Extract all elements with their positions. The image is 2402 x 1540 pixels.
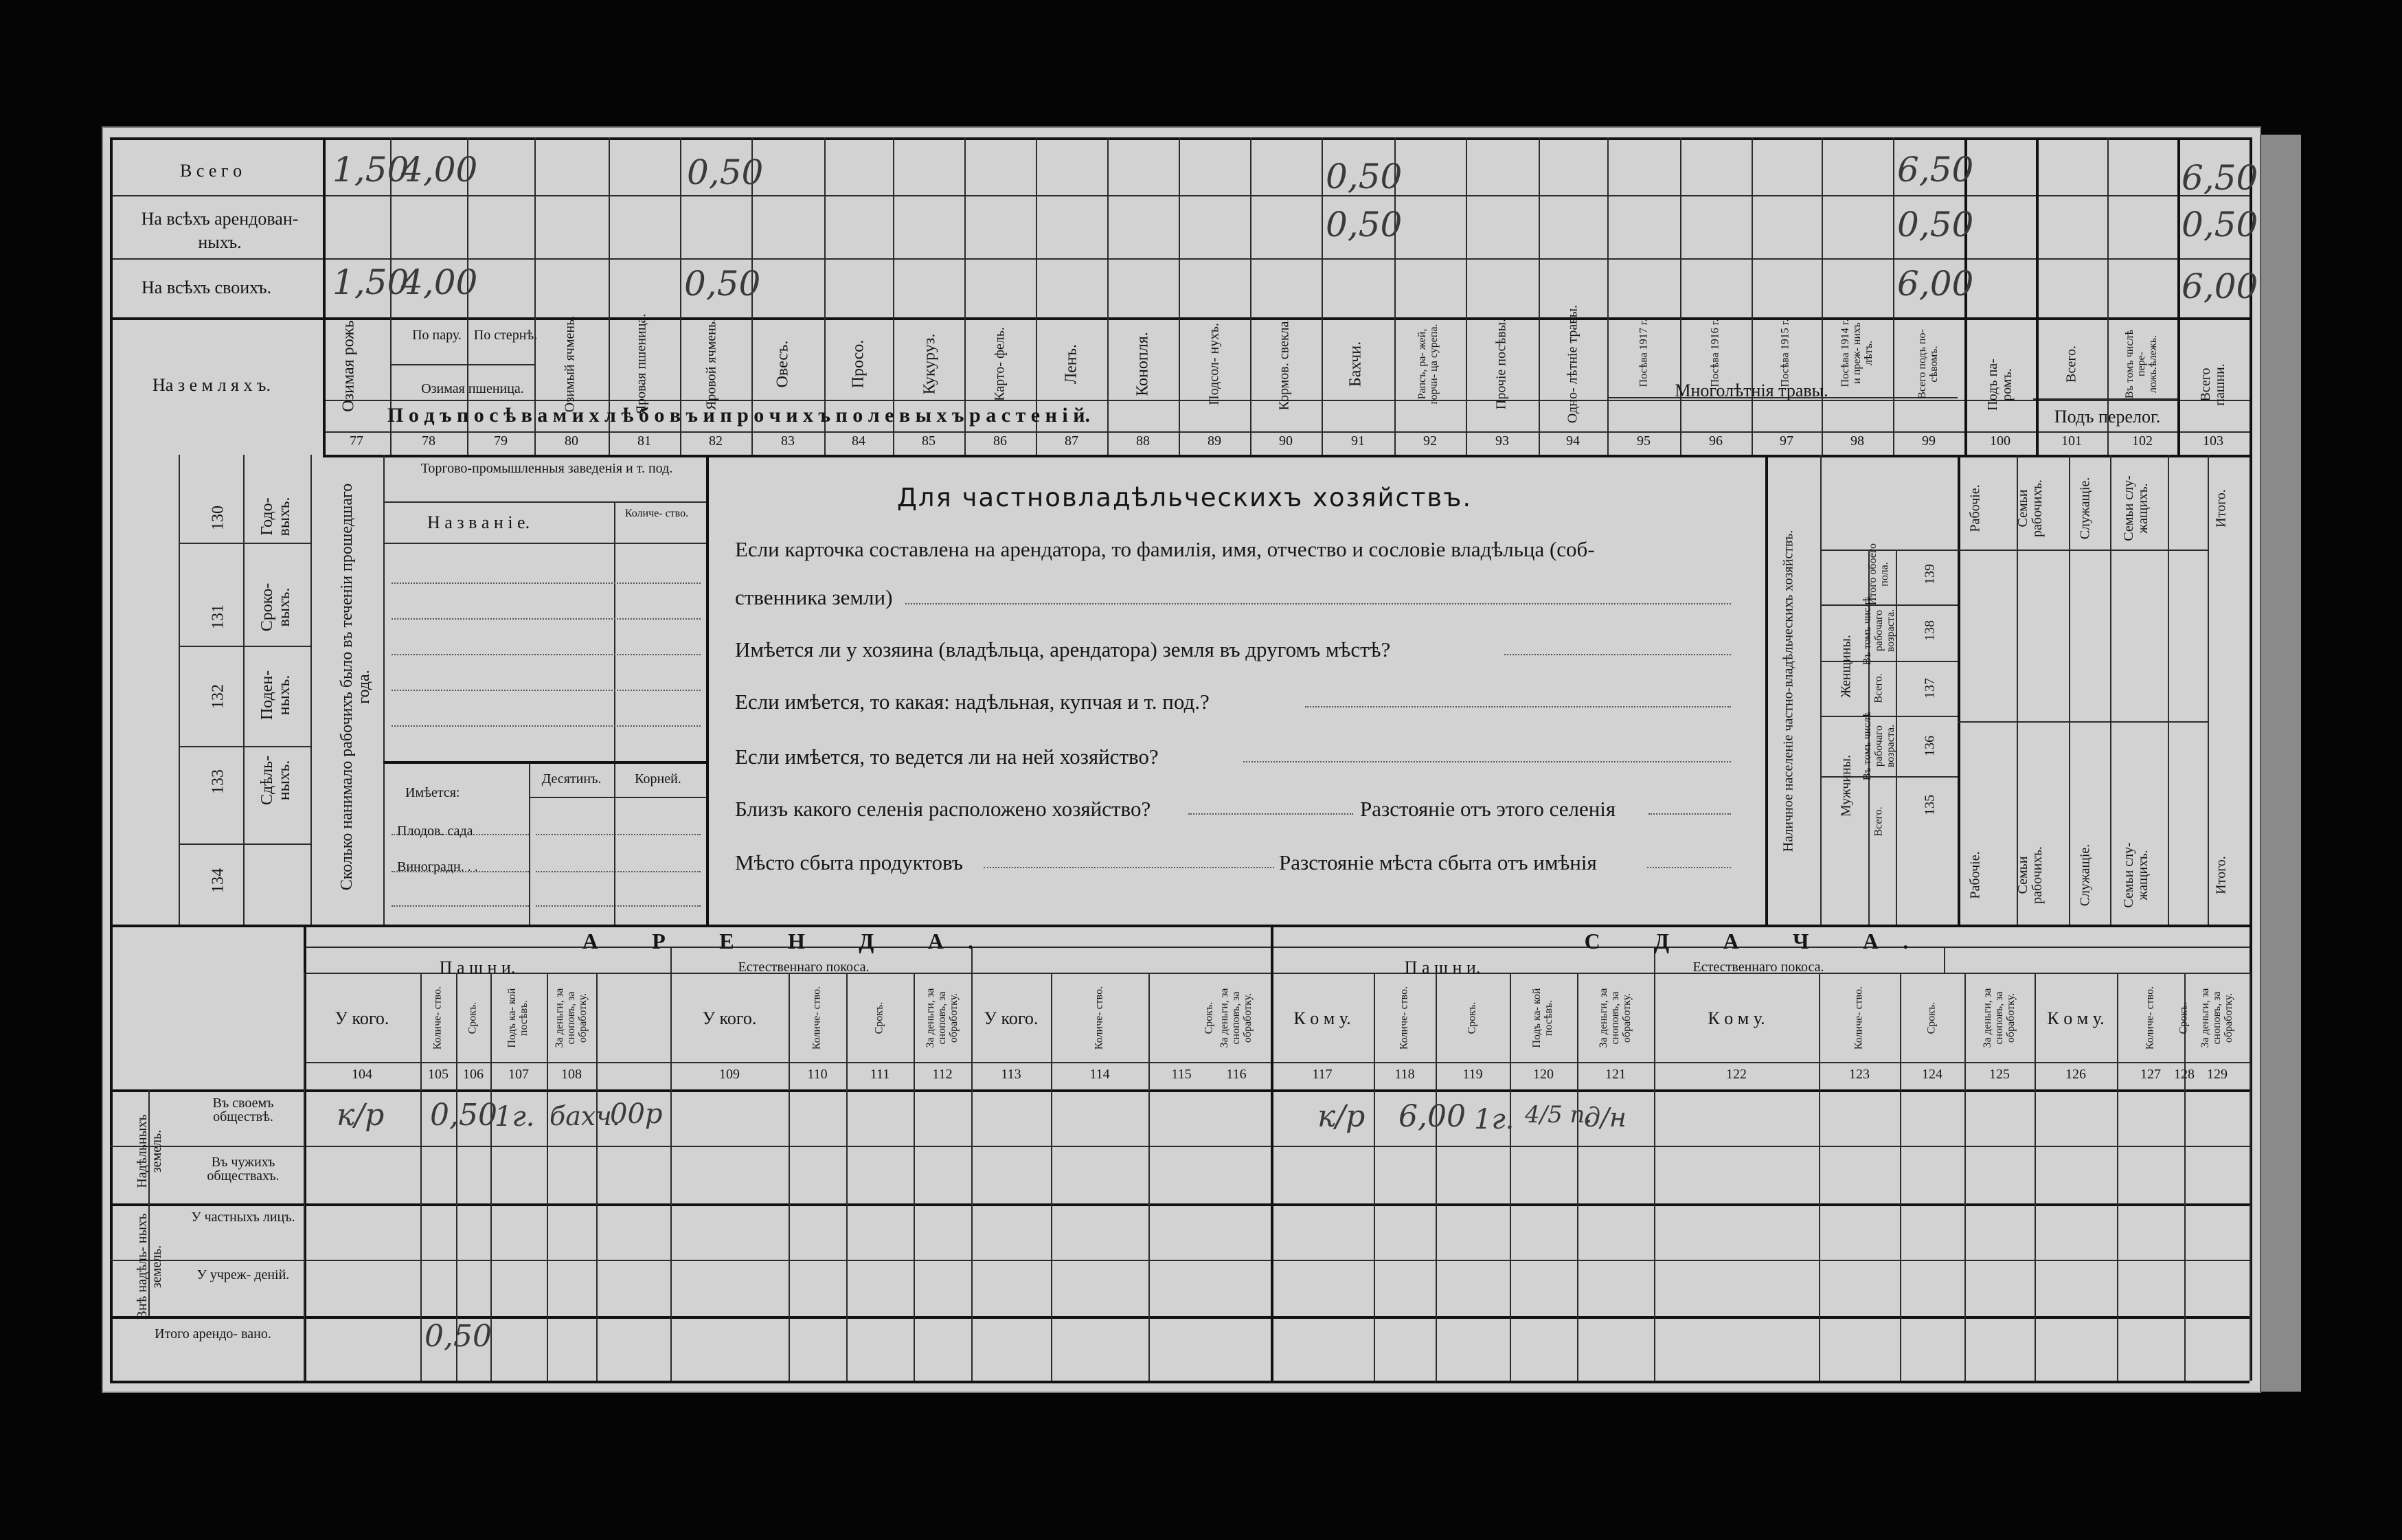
rule-v bbox=[1654, 973, 1655, 1381]
rule-v bbox=[1944, 947, 1945, 973]
rule-v bbox=[1958, 455, 1960, 925]
trade-name-col: Н а з в а н і е. bbox=[427, 512, 530, 532]
rule-v bbox=[1819, 973, 1820, 1381]
hdr-oves: Овесъ. bbox=[773, 340, 792, 388]
hdr-pod-parom: Подъ па- ромъ. bbox=[1985, 359, 2015, 411]
col-number: 82 bbox=[709, 433, 723, 449]
rule-h bbox=[110, 1260, 2250, 1261]
hdr-prochie: Прочіе посѣвы. bbox=[1493, 318, 1509, 410]
hw-u-kogo: к/р bbox=[337, 1098, 385, 1133]
bottom-col-header-komu: К о м у. bbox=[2047, 1008, 2105, 1028]
bottom-col-number: 121 bbox=[1605, 1067, 1626, 1082]
dotted-line bbox=[1647, 867, 1731, 868]
bottom-col-header-za_dengi: За деньги, за сноповъ, за обработку. bbox=[553, 988, 589, 1048]
arenda-pashni: П а ш н и. bbox=[439, 958, 516, 977]
pop-col-rabochie-b: Рабочіе. bbox=[1967, 851, 1983, 899]
bottom-col-number: 112 bbox=[932, 1067, 953, 1082]
rule-h bbox=[179, 646, 310, 647]
hdr-vsego-posev: Всего подъ по- сѣвомъ. bbox=[1916, 329, 1940, 399]
rule-h bbox=[304, 973, 2250, 974]
rule-h bbox=[1958, 721, 2208, 723]
pop-col-sluzh: Служащіе. bbox=[2077, 477, 2093, 540]
pop-rab-m: Въ томъ числѣ рабочаго возраста. bbox=[1861, 711, 1896, 781]
rule-h bbox=[110, 1203, 2250, 1206]
bottom-col-header-komu: К о м у. bbox=[1293, 1008, 1351, 1028]
hw-arend-103: 0,50 bbox=[2182, 205, 2258, 245]
col-number: 79 bbox=[494, 433, 508, 449]
dotted-line bbox=[392, 905, 529, 907]
hw-arend-91: 0,50 bbox=[1326, 205, 1403, 245]
workers-num-134: 134 bbox=[209, 868, 227, 893]
hw-svoih-77: 1,50 bbox=[332, 262, 409, 302]
rule-v bbox=[1752, 137, 1753, 455]
hdr-ozimy-yachmen: Озимый ячмень. bbox=[562, 315, 578, 413]
row-chuzhih: Въ чужихъ обществахъ. bbox=[207, 1155, 280, 1184]
bottom-col-number: 107 bbox=[508, 1067, 529, 1082]
rule-v bbox=[1510, 973, 1511, 1381]
bottom-col-header-kolichestvo: Количе- ство. bbox=[431, 986, 444, 1050]
dotted-line bbox=[1188, 813, 1353, 815]
hw-vsego-78: 4,00 bbox=[401, 150, 478, 190]
rule-h bbox=[304, 1062, 2250, 1063]
pop-col-semi-sluzh: Семьи слу- жащихъ. bbox=[2121, 475, 2151, 541]
rule-h bbox=[110, 1089, 2250, 1092]
row-svoem: Въ своемъ обществѣ. bbox=[212, 1096, 274, 1124]
row-label-arend-2: ныхъ. bbox=[198, 232, 242, 252]
bottom-col-header-kolichestvo: Количе- ство. bbox=[1093, 986, 1105, 1050]
rule-v bbox=[310, 455, 312, 925]
bottom-col-header-za_dengi: За деньги, за сноповъ, за обработку. bbox=[1218, 988, 1254, 1048]
hdr-ozimaya-pshenica: Озимая пшеница. bbox=[421, 381, 524, 396]
rule-h bbox=[1958, 550, 2208, 551]
rule-bottom bbox=[110, 1381, 2250, 1383]
bottom-col-number: 129 bbox=[2207, 1067, 2228, 1082]
rule-v bbox=[1250, 137, 1251, 455]
col-number: 93 bbox=[1495, 433, 1509, 449]
rule-h bbox=[529, 797, 706, 798]
bottom-col-number: 113 bbox=[1001, 1067, 1021, 1082]
rule-v bbox=[547, 973, 548, 1381]
bottom-col-header-kolichestvo: Количе- ство. bbox=[1398, 986, 1410, 1050]
hdr-1914: Посѣва 1914 г. и преж- нихъ лѣтъ. bbox=[1839, 319, 1874, 387]
form-q1a: Если карточка составлена на арендатора, то фамилія, имя, отчество и сословіе владѣльца (соб- bbox=[735, 537, 1595, 561]
rule-v bbox=[914, 973, 915, 1381]
rule-v bbox=[1765, 455, 1768, 925]
dotted-line bbox=[1305, 706, 1731, 707]
rule-v bbox=[1322, 137, 1323, 455]
col-number: 81 bbox=[637, 433, 651, 449]
pop-vsego-w: Всего. bbox=[1872, 673, 1885, 703]
col-number: 91 bbox=[1351, 433, 1365, 449]
pop-vsego-m: Всего. bbox=[1872, 806, 1885, 837]
trade-vinograd: Виноградн. . . bbox=[397, 859, 478, 874]
hdr-raps: Рапсъ, ра- жей, горчи- ца сурепа. bbox=[1416, 324, 1440, 405]
bottom-col-number: 125 bbox=[1989, 1067, 2010, 1082]
dotted-line bbox=[1648, 813, 1731, 815]
pop-num-139: 139 bbox=[1922, 564, 1938, 585]
rule-h bbox=[392, 364, 536, 365]
hw-vsego-99: 6,50 bbox=[1897, 150, 1974, 190]
col-number: 89 bbox=[1208, 433, 1221, 449]
pop-num-137: 137 bbox=[1922, 678, 1938, 699]
hw-svoih-103: 6,00 bbox=[2182, 267, 2258, 306]
col-number: 94 bbox=[1566, 433, 1580, 449]
trade-title: Торгово-промышленныя заведенія и т. под. bbox=[420, 461, 673, 476]
bottom-col-header-u_kogo: У кого. bbox=[335, 1008, 389, 1028]
row-label-svoih: На всѣхъ своихъ. bbox=[141, 278, 272, 297]
rule-v bbox=[1436, 973, 1437, 1381]
rule-v bbox=[2208, 455, 2209, 925]
rule-v bbox=[2168, 455, 2169, 925]
rule-v bbox=[323, 137, 326, 455]
col-number: 101 bbox=[2061, 433, 2082, 449]
bottom-col-number: 110 bbox=[807, 1067, 828, 1082]
pop-col-semi-rab-b: Семьи рабочихъ. bbox=[2015, 846, 2045, 904]
bottom-col-number: 120 bbox=[1533, 1067, 1554, 1082]
hw-itogo: 0,50 bbox=[424, 1319, 492, 1354]
hw-svoih-82: 0,50 bbox=[684, 264, 761, 304]
rule-h bbox=[383, 543, 706, 544]
col-number: 97 bbox=[1780, 433, 1793, 449]
hdr-konoplya: Конопля. bbox=[1133, 332, 1152, 396]
hw-kol2: 6,00 bbox=[1398, 1099, 1466, 1134]
rule-v bbox=[1179, 137, 1180, 455]
workers-godovyh: Годо- выхъ. bbox=[258, 497, 293, 536]
hdr-kukuruz: Кукуруз. bbox=[920, 333, 939, 395]
trade-korney: Корней. bbox=[635, 771, 681, 786]
dotted-line bbox=[536, 834, 701, 835]
hw-posev: бахч. bbox=[549, 1101, 620, 1131]
hdr-1916: Посѣва 1916 г. bbox=[1709, 319, 1721, 387]
rule-v bbox=[2177, 137, 2180, 455]
hw-svoih-78: 4,00 bbox=[401, 262, 478, 302]
dotted-line bbox=[392, 654, 701, 655]
trade-sad: Плодов. сада bbox=[397, 824, 473, 839]
dotted-line bbox=[392, 690, 701, 691]
bottom-col-number: 119 bbox=[1462, 1067, 1483, 1082]
col-number: 84 bbox=[852, 433, 865, 449]
bottom-col-header-kolichestvo: Количе- ство. bbox=[2144, 986, 2156, 1050]
row-nadel: Надѣльныхъ земель. bbox=[135, 1114, 164, 1188]
row-chastnyh: У частныхъ лицъ. bbox=[191, 1210, 295, 1225]
pop-num-136: 136 bbox=[1922, 736, 1938, 756]
row-vne-nadel: Внѣ надѣль- ныхъ земель. bbox=[135, 1213, 164, 1320]
workers-srokovyh: Сроко- выхъ. bbox=[258, 582, 293, 632]
hw-arend-99: 0,50 bbox=[1897, 205, 1974, 245]
bottom-col-number: 106 bbox=[463, 1067, 484, 1082]
form-q4: Если имѣется, то ведется ли на ней хозяйство? bbox=[735, 745, 1159, 769]
col-number: 98 bbox=[1850, 433, 1864, 449]
pop-num-135: 135 bbox=[1922, 795, 1938, 815]
bottom-col-header-kolichestvo: Количе- ство. bbox=[811, 986, 823, 1050]
rule-v bbox=[789, 973, 790, 1381]
rule-v bbox=[1607, 137, 1609, 455]
col-number: 96 bbox=[1709, 433, 1723, 449]
row-label-arend: На всѣхъ арендован- bbox=[141, 209, 299, 229]
col-number: 80 bbox=[565, 433, 578, 449]
bottom-col-header-u_kogo: У кого. bbox=[702, 1008, 757, 1028]
bottom-col-number: 114 bbox=[1089, 1067, 1110, 1082]
hw-za2: д/н bbox=[1584, 1102, 1627, 1133]
trade-desyatin: Десятинъ. bbox=[541, 771, 602, 786]
bottom-col-number: 104 bbox=[352, 1067, 372, 1082]
bottom-col-number: 123 bbox=[1849, 1067, 1870, 1082]
dotted-line bbox=[536, 905, 701, 907]
hw-kol: 0,50 bbox=[430, 1098, 497, 1133]
bottom-col-header-srok: Срокъ. bbox=[466, 1001, 479, 1034]
col-number: 88 bbox=[1136, 433, 1150, 449]
hdr-kartofel: Карто- фель. bbox=[992, 327, 1008, 401]
bottom-col-header-srok: Срокъ. bbox=[2177, 1001, 2190, 1034]
rule-v bbox=[420, 973, 422, 1381]
trade-qty-col: Количе- ство. bbox=[624, 508, 689, 519]
rule-v bbox=[1148, 973, 1150, 1381]
rule-v bbox=[1539, 137, 1540, 455]
hw-vsego-77: 1,50 bbox=[332, 150, 409, 190]
workers-num-132: 132 bbox=[209, 684, 227, 709]
pop-col-semi-sluzh-b: Семьи слу- жащихъ. bbox=[2121, 842, 2151, 908]
rule-v bbox=[706, 455, 709, 925]
hdr-v-tom-chisle: Въ томъ числѣ пере- ложь.ѣлежь. bbox=[2123, 329, 2159, 399]
dotted-line bbox=[392, 582, 701, 584]
sdacha-pokos: Естественнаго покоса. bbox=[1692, 960, 1824, 975]
pop-num-138: 138 bbox=[1922, 620, 1938, 641]
row-label-na-zemlyah: На з е м л я х ъ. bbox=[152, 375, 271, 395]
rule-h bbox=[383, 501, 706, 503]
banner-pod-perelog: Подъ перелог. bbox=[2054, 407, 2161, 427]
row-itogo: Итого арендо- вано. bbox=[155, 1326, 271, 1341]
workers-num-131: 131 bbox=[209, 604, 227, 629]
rule-v bbox=[1820, 455, 1822, 925]
hw-komu: к/р bbox=[1317, 1099, 1366, 1134]
hdr-kormov-svekla: Кормов. свекла. bbox=[1276, 317, 1292, 411]
rule-v bbox=[179, 455, 180, 925]
col-number: 77 bbox=[350, 433, 363, 449]
arenda-banner: А Р Е Н Д А. bbox=[582, 929, 998, 953]
bottom-col-header-srok: Срокъ. bbox=[873, 1001, 885, 1034]
bottom-col-number: 127 bbox=[2140, 1067, 2161, 1082]
col-number: 103 bbox=[2203, 433, 2223, 449]
hdr-podsolnuh: Подсол- нухъ. bbox=[1206, 323, 1222, 405]
form-q6b: Разстояніе мѣста сбыта отъ имѣнія bbox=[1279, 850, 1597, 874]
arenda-pokos: Естественнаго покоса. bbox=[738, 960, 870, 975]
dotted-line bbox=[1243, 761, 1731, 762]
bottom-col-number: 128 bbox=[2174, 1067, 2195, 1082]
rule-v bbox=[1577, 973, 1578, 1381]
rule-v bbox=[243, 455, 245, 925]
col-number: 78 bbox=[422, 433, 435, 449]
hdr-po-paru: По пару. bbox=[412, 328, 462, 343]
pop-col-itogo-b: Итого. bbox=[2213, 856, 2229, 894]
pop-itogo-oboego: Итого обоего пола. bbox=[1867, 543, 1890, 606]
bottom-col-number: 105 bbox=[428, 1067, 449, 1082]
form-q5b: Разстояніе отъ этого селенія bbox=[1360, 797, 1616, 821]
dotted-line bbox=[984, 867, 1274, 868]
rule-v bbox=[971, 973, 973, 1381]
banner-mnogoletnie: Многолѣтнія травы. bbox=[1675, 381, 1828, 400]
workers-num-130: 130 bbox=[209, 506, 227, 530]
hw-svoih-99: 6,00 bbox=[1897, 264, 1974, 304]
rule-h bbox=[323, 431, 2250, 433]
form-q2: Имѣется ли у хозяина (владѣльца, арендатора) земля въ другомъ мѣстѣ? bbox=[735, 637, 1391, 661]
rule-v bbox=[1900, 973, 1901, 1381]
hdr-bahchi: Бахчи. bbox=[1346, 341, 1365, 387]
hdr-perelog-vsego: Всего. bbox=[2063, 345, 2079, 383]
pop-rab-w: Въ томъ числѣ рабочаго возраста. bbox=[1861, 596, 1896, 666]
col-number: 86 bbox=[993, 433, 1007, 449]
rule-v bbox=[2069, 455, 2070, 925]
banner-pod-posevami: П о д ъ п о с ѣ в а м и х л ѣ б о в ъ и п р о ч и х ъ п о л е в ы х ъ р а с т е н і й. bbox=[387, 404, 1091, 427]
col-number: 102 bbox=[2132, 433, 2153, 449]
bottom-col-number: 116 bbox=[1226, 1067, 1247, 1082]
col-number: 100 bbox=[1990, 433, 2010, 449]
hw-vsego-91: 0,50 bbox=[1326, 157, 1403, 196]
hdr-ozimaya-rozh: Озимая рожь. bbox=[339, 316, 358, 412]
hdr-odnoletnie: Одно- лѣтніе травы. bbox=[1565, 304, 1580, 424]
bottom-col-number: 109 bbox=[719, 1067, 740, 1082]
rule-h bbox=[179, 843, 310, 845]
rule-v bbox=[529, 761, 530, 925]
rule-v bbox=[1107, 137, 1109, 455]
bottom-col-header-u_kogo: У кого. bbox=[984, 1008, 1039, 1028]
bottom-col-header-srok: Срокъ. bbox=[1466, 1001, 1478, 1034]
hw-vsego-103: 6,50 bbox=[2182, 158, 2258, 198]
rule-v bbox=[1822, 137, 1823, 455]
population-side: Наличное населеніе частно-владѣльческихъ хозяйствъ. bbox=[1780, 530, 1796, 852]
workers-podennyh: Поден- ныхъ. bbox=[258, 670, 293, 721]
hdr-vsego-pashni: Всего пашни. bbox=[2198, 363, 2228, 406]
col-number: 92 bbox=[1423, 433, 1437, 449]
rule-v bbox=[1374, 973, 1375, 1381]
hdr-proso: Просо. bbox=[849, 339, 868, 389]
workers-sdelnyh: Сдѣль- ныхъ. bbox=[258, 755, 293, 806]
hdr-len: Ленъ. bbox=[1062, 343, 1080, 385]
dotted-line bbox=[392, 618, 701, 620]
rule-v bbox=[1051, 973, 1052, 1381]
rule-v bbox=[2110, 455, 2111, 925]
population-zhenshchiny: Женщины. bbox=[1838, 635, 1854, 698]
workers-side-label: Сколько нанимало рабочихъ было въ теченіи прошедшаго года. bbox=[337, 483, 373, 891]
col-number: 99 bbox=[1922, 433, 1936, 449]
bottom-col-header-za_dengi: За деньги, за сноповъ, за обработку. bbox=[924, 988, 960, 1048]
bottom-col-number: 124 bbox=[1922, 1067, 1942, 1082]
rule-h bbox=[110, 925, 2250, 927]
pop-col-semi-rab: Семьи рабочихъ. bbox=[2015, 479, 2045, 537]
sdacha-pashni: П а ш н и. bbox=[1404, 958, 1481, 977]
bottom-col-header-za_dengi: За деньги, за сноповъ, за обработку. bbox=[1981, 988, 2017, 1048]
rule-v bbox=[2250, 973, 2251, 1381]
row-label-vsego: В с е г о bbox=[180, 161, 242, 181]
dotted-line bbox=[392, 725, 701, 727]
bottom-col-header-za_dengi: За деньги, за сноповъ, за обработку. bbox=[1597, 988, 1633, 1048]
bottom-col-header-pod_kakoy: Подъ ка- кой посѣвъ. bbox=[1531, 988, 1554, 1048]
workers-num-133: 133 bbox=[209, 769, 227, 794]
rule-v bbox=[2117, 973, 2118, 1381]
rule-v bbox=[1893, 137, 1894, 455]
population-muzhchiny: Мужчины. bbox=[1838, 754, 1854, 817]
rule-v bbox=[110, 137, 113, 1381]
row-uchrezh: У учреж- деній. bbox=[196, 1267, 290, 1282]
dotted-line bbox=[905, 603, 1731, 604]
bottom-col-number: 111 bbox=[870, 1067, 890, 1082]
hdr-1917: Посѣва 1917 г. bbox=[1638, 319, 1650, 387]
form-title: Для частновладѣльческихъ хозяйствъ. bbox=[897, 483, 1473, 512]
bottom-col-number: 108 bbox=[561, 1067, 582, 1082]
bottom-col-header-pod_kakoy: Подъ ка- кой посѣвъ. bbox=[506, 988, 530, 1048]
rule-h bbox=[323, 455, 2250, 457]
rule-h bbox=[383, 761, 706, 764]
form-q1b: ственника земли) bbox=[735, 585, 893, 609]
rule-v bbox=[846, 973, 848, 1381]
bottom-col-header-komu: К о м у. bbox=[1708, 1008, 1765, 1028]
bottom-col-header-za_dengi: За деньги, за сноповъ, за обработку. bbox=[2199, 988, 2234, 1048]
rule-v bbox=[670, 973, 672, 1381]
hw-srok: 1г. bbox=[495, 1101, 535, 1133]
rule-v bbox=[2036, 137, 2039, 455]
rule-v bbox=[614, 501, 615, 925]
col-number: 85 bbox=[922, 433, 936, 449]
rule-v bbox=[1466, 137, 1467, 455]
hdr-yarovoy-yachmen: Яровой ячмень. bbox=[703, 318, 719, 410]
bottom-col-number: 122 bbox=[1726, 1067, 1747, 1082]
hw-srok2: 1г. bbox=[1474, 1104, 1515, 1135]
hw-vsego-82: 0,50 bbox=[687, 152, 764, 192]
pop-col-rabochie: Рабочіе. bbox=[1967, 484, 1983, 532]
hdr-yarovaya-pshenica: Яровая пшеница. bbox=[633, 313, 649, 415]
bottom-col-header-srok: Срокъ. bbox=[1203, 1001, 1215, 1034]
bottom-col-number: 117 bbox=[1312, 1067, 1333, 1082]
form-q5: Близъ какого селенія расположено хозяйство? bbox=[735, 797, 1151, 821]
hdr-1915: Посѣва 1915 г. bbox=[1779, 319, 1791, 387]
pop-col-itogo: Итого. bbox=[2213, 489, 2229, 528]
form-q3: Если имѣется, то какая: надѣльная, купчая и т. под.? bbox=[735, 690, 1210, 714]
bottom-col-number: 126 bbox=[2065, 1067, 2086, 1082]
rule-v bbox=[1271, 925, 1273, 1381]
rule-v bbox=[1964, 973, 1966, 1381]
rule-h bbox=[110, 1146, 2250, 1147]
rule-v bbox=[304, 973, 305, 1381]
bottom-col-header-kolichestvo: Количе- ство. bbox=[1853, 986, 1865, 1050]
col-number: 95 bbox=[1637, 433, 1651, 449]
rule-v bbox=[1680, 137, 1681, 455]
rule-v bbox=[383, 455, 385, 925]
bottom-col-number: 118 bbox=[1394, 1067, 1415, 1082]
card-edge bbox=[2260, 135, 2301, 1392]
pop-col-sluzh-b: Служащіе. bbox=[2077, 843, 2093, 907]
col-number: 87 bbox=[1065, 433, 1078, 449]
dotted-line bbox=[1504, 654, 1731, 655]
hw-za: 00р bbox=[610, 1098, 663, 1130]
col-number: 90 bbox=[1279, 433, 1293, 449]
trade-imeetsya: Имѣется: bbox=[405, 785, 460, 800]
hdr-po-sterne: По стернѣ. bbox=[473, 328, 538, 343]
hw-posev2: 4/5 п. bbox=[1525, 1101, 1593, 1129]
rule-v bbox=[2035, 973, 2036, 1381]
rule-v bbox=[596, 973, 598, 1381]
form-q6: Мѣсто сбыта продуктовъ bbox=[735, 850, 963, 874]
bottom-col-number: 115 bbox=[1171, 1067, 1192, 1082]
col-number: 83 bbox=[781, 433, 795, 449]
bottom-col-header-srok: Срокъ. bbox=[1925, 1001, 1938, 1034]
sdacha-banner: С Д А Ч А. bbox=[1584, 929, 1933, 953]
dotted-line bbox=[536, 871, 701, 872]
